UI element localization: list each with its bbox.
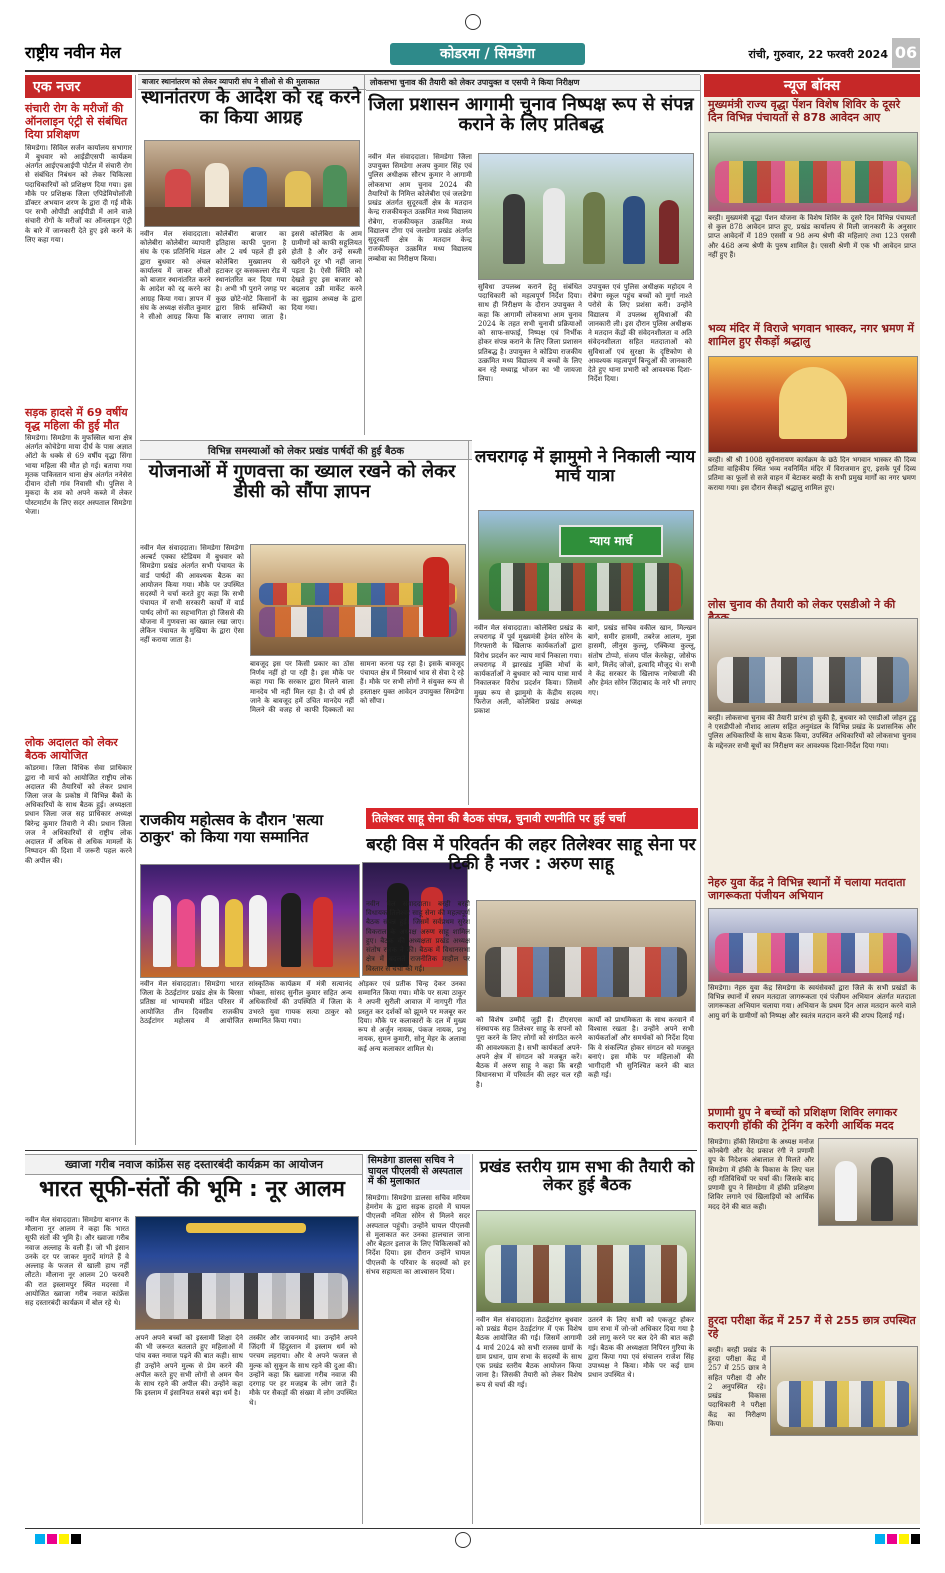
page-number: 06 [892, 38, 920, 68]
news-box-item-6-body: बरही। बरही प्रखंड के हुरदा परीक्षा केंद्र में 257 में 255 छात्र ने सहित परीक्षा दी और 2 अनुपस्थित रहे। प्रखंड विकास पदाधिकारी ने परीक्षा केंद्र का निरीक्षण किया। [708, 1346, 766, 1428]
pension-camp-photo [708, 132, 918, 212]
masthead-rule [25, 70, 920, 72]
news-box-item-6-title: हुरदा परीक्षा केंद्र में 257 में से 255 छात्र उपस्थित रहे [708, 1314, 916, 1341]
paper-name: राष्ट्रीय नवीन मेल [25, 43, 121, 62]
nyay-march-title: लचरागढ़ में झामुमो ने निकाली न्याय मार्च यात्रा [474, 447, 696, 487]
news-box-item-3-body: बरही। लोकसभा चुनाव की तैयारी प्रारंभ हो चुकी है, बुधवार को एसडीओ जोहन टुडू ने एसडीपीओ नौशाद आलम सहित अनुमंडल के विभिन्न प्रखंड के प्रशासनिक और पुलिस अधिकारियों के साथ बैठक किया, उपस्थित अधिकारियों को लोकसभा चुनाव के मद्देनजर सभी बूथों का निरीक्षण कर आवश्यक दिशा-निर्देश दिया गया। [708, 714, 916, 750]
nyay-march-photo [478, 510, 694, 620]
bottom-section-rule [25, 1150, 697, 1151]
gram-sabha-photo [476, 1210, 696, 1312]
news-box-item-1-title: मुख्यमंत्री राज्य वृद्धा पेंशन विशेष शिविर के दूसरे दिन विभिन्न पंचायतों से 878 आवेदन आए [708, 98, 901, 125]
exam-centre-photo [770, 1346, 918, 1436]
mahotsav-title: राजकीय महोत्सव के दौरान 'सत्या ठाकुर' को किया गया सम्मानित [140, 811, 324, 846]
dalsa-story [366, 1154, 470, 1524]
sdo-meeting-photo [708, 618, 918, 712]
election-inspection-photo [478, 153, 694, 280]
registration-mark-top [465, 14, 481, 30]
left-story-2-body: सिमडेगा। सिमडेगा के मुफस्सिल थाना क्षेत्र अंतर्गत कोचेडेगा माया दीर्घ के पास अज्ञात ऑटो के धक्के से 69 वर्षीय वृद्धा सिंगा भाया महिला की मौत हो गई। बताया गया मृतक पाकिस्तान थाना क्षेत्र अंतर्गत ननेसेरा दीवान दोली गांव निवासी थी। पुलिस ने मुकदा के शव को अपने कब्जे में लेकर पोस्टमार्टम के लिए सदर अस्पताल सिमडेगा भेजा। [25, 433, 132, 516]
sufi-title: भारत सूफी-संतों की भूमि : नूर आलम [39, 1177, 345, 1202]
mahotsav-photo [140, 864, 360, 978]
hockey-meeting-photo [818, 1138, 918, 1226]
barhi-body-3: कार्यों को प्राथमिकता के साथ करवाने में विश्वास रखता है। उन्होंने अपने सभी कार्यकर्ताओं और समर्थकों को निर्देश दिया कि वे संकल्पित होकर संगठन को मजबूत बनाएं। इस मौके पर महिलाओं की भागीदारी भी सुनिश्चित करने की बात कही गई। [588, 1016, 694, 1080]
footer-rule [25, 1528, 920, 1529]
election-inspection-body-3: उपायुक्त एवं पुलिस अधीक्षक महोदय ने रोबेगा स्कूल पहुंच बच्चों को मुर्गा नाश्ते परोसे के लिए प्रशंसा करी। उन्होंने विद्यालय में उपलब्ध सुविधाओं की जानकारी ली। इस दौरान पुलिस अधीक्षक ने मतदान केंद्रों की संवेदनशीलता व अति संवेदनशीलता सहित मतदाताओं को सुविधाओं एवं सुरक्षा के दृष्टिकोण से आवश्यक महत्वपूर्ण बिन्दुओं की जानकारी देते हुए थाना प्रभारी को आवश्यक दिशा-निर्देश दिया। [588, 283, 692, 384]
nyay-march-story [474, 448, 696, 803]
news-box-item-1-body: बरही। मुख्यमंत्री वृद्धा पेंशन योजना के विशेष शिविर के दूसरे दिन विभिन्न पंचायतों से कुल 878 आवेदन प्राप्त हुए, प्रखंड कार्यालय से मिली जानकारी के अनुसार प्राप्त आवेदनों में 189 एससी व 98 अन्य श्रेणी की महिलाएं तथा 123 एससी और 468 अन्य श्रेणी के पुरुष शामिल है। एससी श्रेणी में एक भी आवेदन प्राप्त नहीं हुए हैं। [708, 214, 916, 259]
gram-sabha-body-2: उतरने के लिए सभी को एकजुट होकर ग्राम सभा में जो-जो अधिकार दिया गया है उसे लागू करने पर बल देने की बात कही गई। बैठक की अध्यक्षता निपिरन गुरिया के द्वारा किया गया एवं संचालन राजेश सिंह उपाध्यक्ष ने किया। मौके पर कई ग्राम प्रधान उपस्थित थे। [588, 1316, 694, 1380]
election-inspection-body-2: सुविधा उपलब्ध कराने हेतु संबंधित पदाधिकारी को महत्वपूर्ण निर्देश दिया। साथ ही निरीक्षण के दौरान उपायुक्त ने कहा कि आगामी लोकसभा आम चुनाव 2024 के तहत सभी चुनावी प्रक्रियाओं को साफ-सफाई, निष्पक्ष एवं निर्भीक होकर संपन्न कराने के लिए जिला प्रशासन प्रतिबद्ध है। उपायुक्त ने कोडिया राजकीय उत्क्रमित मध्य विद्यालय में बच्चों के लिए बन रहे मध्याह्न भोजन का भी जायजा लिया। [478, 283, 582, 384]
khwaja-kicker: ख्वाजा गरीब नवाज कांफ्रेंस सह दस्तारबंदी कार्यक्रम का आयोजन [25, 1154, 363, 1175]
news-box-item-4-body: सिमडेगा। नेहरु युवा केंद्र सिमडेगा के स्वयंसेवकों द्वारा जिले के सभी प्रखंडों के विभिन्न स्थानों में सघन मतदाता जागरूकता एवं पंजीयन अभियान अंतर्गत मतदाता जागरूकता अभियान चलाया गया। अभियान के प्रथम दिन आज मतदान करने वाले आयु वर्ग के ग्रामीणों को निष्पक्ष और स्वतंत्र मतदान करने की शपथ दिलाई गई। [708, 984, 916, 1020]
mahotsav-body-1: नवीन मेल संवाददाता। सिमडेगा भारत जिला के ठेठईटांगर प्रखंड क्षेत्र के बिरसा प्रतिष्ठा मां भाग्यमत्री मंडित परिसर में आयोजित तीन दिवसीय राजकीय ठेठईटांगर महोत्सव में आयोजित सांस्कृतिक कार्यक्रम में मंत्री सत्यानंद भोक्ता, सांसद सुनील कुमार सहित अन्य अधिकारियों की उपस्थिति में जिला के उभरते युवा गायक सत्या ठाकुर को सम्मानित किया गया। [140, 980, 352, 1025]
left-story-1-body: सिमडेगा। सिविल सर्जन कार्यालय सभागार में बुधवार को आईडीएसपी कार्यक्रम अंतर्गत आईएचआईपी पोर्टल में संचारी रोग से संबंधित निबंधन को लेकर चिकित्सा पदाधिकारियों को प्रशिक्षण दिया गया। इस मौके पर प्रशिक्षक जिला एपिडेमियोलॉजी डॉक्टर अभयान शरण के द्वारा दी गई मौके पर सभी ओपीडी आईपीडी में आने वाले संचारी रोगों के मरीजों का ऑनलाइन एंट्री के बारे में जानकारी देते हुए इसे करने के लिए कहा गया। [25, 143, 132, 244]
mahotsav-body-2: ओड़कर एवं प्रतीक चिन्ह देकर उनका सम्मानित किया गया। मौके पर सत्या ठाकुर ने अपनी सुरीली आवाज में नागपुरी गीत प्रस्तुत कर दर्शकों को झूमने पर मजबूर कर दिया। मौके पर कलाकारों के दल में मुख्य रूप से अर्जुन नायक, पंकज नायक, प्रभु नायक, सुमन कुमारी, सोनू मेहर के अलावा कई अन्य कलाकार शामिल थे। [358, 980, 466, 1053]
memorandum-title: योजनाओं में गुणवत्ता का ख्याल रखने को लेकर डीसी को सौंपा ज्ञापन [148, 461, 456, 503]
nyay-march-banner: न्याय मार्च [559, 525, 663, 557]
news-box-item-5-title: प्रणामी ग्रुप ने बच्चों को प्रशिक्षण शिविर लगाकर कराएगी हॉकी की ट्रेनिंग व करेगी आर्थिक मदद [708, 1106, 898, 1133]
market-transfer-story [140, 88, 362, 433]
memorandum-body-2: बावजूद इस पर किसी प्रकार का ठोस निर्णय नहीं हो पा रही है। इस मौके पर कहा गया कि सरकार द्वारा मिलने वाला मानदेय भी नहीं मिल रहा है। दो वर्ष हो जाने के बावजूद हमें उचित मानदेय नहीं मिलने की वजह से काफी दिक्कतों का सामना करना पड़ रहा है। इसके बावजूद पंचायत क्षेत्र में निस्वार्थ भाव से सेवा दे रहे हैं। मौके पर सभी लोगों ने संयुक्त रूप से हस्ताक्षर युक्त आवेदन उपायुक्त सिमडेगा को सौंपा। [250, 660, 464, 715]
news-box-item-3-title: लोस चुनाव की तैयारी को लेकर एसडीओ ने की [708, 598, 896, 611]
dateline: रांची, गुरुवार, 22 फरवरी 2024 [748, 48, 888, 61]
top-left-rule [364, 75, 365, 435]
nyay-march-body-2: बागे, प्रखंड सचिव वकील खान, मिल्खन बागे, समीर हासमी, तबरेज आलम, मुन्ना हासमी, लीनुस कुल्लू, एक्किया कुल्लू, संतोष टोप्पो, संजय पॉल केरकेट्टा, जोसेफ बागे, मिलेंद जोजो, इत्यादि मौजूद थे। सभी ने केंद्र सरकार के खिलाफ नारेबाजी की और हेमंत सोरेन जिंदाबाद के नारे भी लगाए गए। [588, 624, 696, 697]
news-box-item-4-title: नेहरु युवा केंद्र ने विभिन्न स्थानों में चलाया मतदाता जागरूकता पंजीयन अभियान [708, 876, 906, 903]
left-story-3-title: लोक अदालत को लेकर बैठक आयोजित [25, 735, 118, 763]
section-title: कोडरमा / सिमडेगा [390, 43, 585, 65]
sufi-body-3: तस्कीर और जावनमार्द था। उन्होंने अपने जिंदगी में हिंदुस्तान में इस्लाम धर्म को परचम लहराया। और ये अपने फजल से मुल्क को सुकून के साथ रहने की दुआ की। उन्होंने कहा कि ख्वाजा गरीब नवाज की दरगाह पर हर मजहब के लोग जाते हैं। मौके पर सैकड़ों की संख्या में लोग उपस्थित थे। [249, 1334, 357, 1407]
center-vertical-rule [468, 440, 469, 805]
news-box [704, 74, 920, 1524]
election-inspection-title: जिला प्रशासन आगामी चुनाव निष्पक्ष रूप से संपन्न कराने के लिए प्रतिबद्ध [368, 94, 694, 136]
barhi-red-kicker: तिलेश्वर साहू सेना की बैठक संपन्न, चुनावी रणनीति पर हुई चर्चा [366, 808, 698, 829]
masthead [25, 38, 920, 70]
election-inspection-body-1: नवीन मेल संवाददाता। सिमडेगा जिला उपायुक्त सिमडेगा अजय कुमार सिंह एवं पुलिस अधीक्षक सौरभ कुमार ने आगामी लोकसभा आम चुनाव 2024 की तैयारियों के निमित्त कोलेबीरा एवं जलडेगा प्रखंड अंतर्गत सुदूरवर्ती क्षेत्र के मतदान केन्द्र राजकीयकृत उत्क्रमित मध्य विद्यालय रोबेगा, राजकीयकृत उत्क्रमित मध्य विद्यालय टोंगा एवं जलडेगा प्रखंड अंतर्गत सुदूरवर्ती क्षेत्र के मतदान केन्द्र राजकीयकृत उत्क्रमित मध्य विद्यालय लम्बोवा का निरीक्षण किया। [368, 153, 472, 263]
temple-photo [708, 356, 918, 453]
dalsa-rule [472, 1154, 473, 1524]
market-transfer-title: स्थानांतरण के आदेश को रद्द करने का किया आग्रह [141, 87, 361, 129]
nyay-march-body-1: नवीन मेल संवाददाता। कोलेबिरा प्रखंड के लचरागढ़ में पूर्व मुख्यमंत्री हेमंत सोरेन के गिरफ्तारी के खिलाफ कार्यकर्ताओं द्वारा विरोध प्रदर्शन कर न्याय मार्च निकाला गया। लचरागढ़ में झारखंड मुक्ति मोर्चा के कार्यकर्ताओं ने बुधवार को न्याय यात्रा मार्च निकालकर विरोध प्रदर्शन किया। जिसमें मुख्य रूप से झामुमो के केंद्रीय सदस्य फिरोज अली, कोलेबिरा प्रखंड अध्यक्ष प्रकाश [474, 624, 582, 716]
news-box-item-2-body: बरही। श्री श्री 1008 सूर्यनारायण कार्यक्रम के छठे दिन भगवान भास्कर की दिव्य प्रतिमा वाहिकीय स्थित भव्य नवनिर्मित मंदिर में विराजमान हुए, इसके पूर्व दिव्य प्रतिमा का फूलों से सजे वाहन में बेटाकर बरही के सभी प्रमुख मार्गों का नगर भ्रमण कराया गया। इस दौरान सैकड़ों श्रद्धालु शामिल हुए। [708, 456, 916, 492]
barhi-body-1: नवीन मेल संवाददाता। बरही बरही विधायक तिलेश्वर साहू सेना की महत्वपूर्ण बैठक संपन्न हुई। जिसमें सर्वप्रथम सुरेश विकराल के अध्यक्ष अरुण साहू शामिल हुए। बैठक की अध्यक्षता प्रखंड अध्यक्ष संतोष रजक ने की। बैठक में विधानसभा क्षेत्र में बदलते राजनीतिक माहौल पर विस्तार से चर्चा की गई। [366, 900, 470, 973]
dalsa-title: सिमडेगा डालसा सचिव ने घायल पीएलवी से अस्पताल में की मुलाकात [366, 1154, 470, 1190]
sidebar-rule [700, 75, 701, 1525]
gram-sabha-title: प्रखंड स्तरीय ग्राम सभा की तैयारी को लेकर हुई बैठक [479, 1157, 695, 1194]
sufi-rule [362, 1154, 363, 1524]
sufi-photo [135, 1216, 359, 1330]
left-story-1-title: संचारी रोग के मरीजों की ऑनलाइन एंट्री से संबंधित दिया प्रशिक्षण [25, 102, 128, 142]
voter-awareness-photo [708, 908, 918, 982]
barhi-photo [476, 900, 696, 1012]
barhi-body-2: को विशेष उम्मीदें जुड़ी हैं। टीएसएस संस्थापक सह तिलेश्वर साहू के सपनों को पूरा करने के लिए लोगों को संगठित करने की आवश्यकता है। सभी कार्यकर्ता अपने-अपने क्षेत्र में संगठन को मजबूत करें। बैठक में अरुण साहू ने कहा कि बरही विधानसभा में परिवर्तन की लहर चल रही है। [476, 1016, 582, 1089]
ward-councillor-kicker: विभिन्न समस्याओं को लेकर प्रखंड पार्षदों की हुई बैठक [140, 440, 472, 460]
left-story-3-body: कोडरमा। जिला विधिक सेवा प्राधिकार द्वारा नौ मार्च को आयोजित राष्ट्रीय लोक अदालत की तैयारियों को लेकर प्रधान जिला जज के प्रकोष्ठ में विभिन्न बैंकों के अधिकारियों के साथ बैठक हुई। अध्यक्षता प्रधान जिला जज सह प्राधिकार अध्यक्ष बिरेन्द्र कुमार तिवारी ने की। प्रधान जिला जज ने अधिकारियों से राष्ट्रीय लोक अदालत में अधिक से अधिक मामलों के निष्पादन की दिशा में जरूरी पहल करने की अपील की। [25, 764, 132, 865]
left-story-2-title: सड़क हादसे में 69 वर्षीय वृद्ध महिला की हुई मौत [25, 405, 128, 432]
market-transfer-photo [144, 140, 360, 227]
sufi-story [25, 1178, 359, 1523]
left-column [25, 75, 132, 1145]
barhi-story [366, 836, 696, 1146]
ek-nazar-header: एक नजर [25, 75, 132, 98]
news-box-item-5-body: सिमडेगा। हॉकी सिमडेगा के अध्यक्ष मनोज कोनबेगी और वेद प्रकाश रंगी ने प्रणामी ग्रुप के निदेशक अंबालाल से मिलते और सिमडेगा में हॉकी के विकास के लिए चल रही गतिविधियों पर चर्चा की। जिसके बाद प्रणामी ग्रुप ने सिमडेगा में हॉकी प्रशिक्षण शिविर लगाने एवं खिलाड़ियों को आर्थिक मदद देने की बात कही। [708, 1138, 814, 1211]
election-inspection-story [368, 95, 694, 435]
kicker-election-inspection: लोकसभा चुनाव की तैयारी को लेकर उपायुक्त व एसपी ने किया निरीक्षण [366, 74, 700, 91]
gram-sabha-story [476, 1158, 698, 1524]
sufi-body-1: नवीन मेल संवाददाता। सिमडेगा बानगर के मौलाना नूर आलम ने कहा कि भारत सूफी संतों की भूमि है। और ख्वाजा गरीब नवाज अल्लाह के वली हैं। जो भी इंसान उनके दर पर जाकर मुरादें मांगते हैं वे अल्लाह के फजल से खाली हाथ नहीं लौटते। मौलाना नूर आलम 20 फरवरी की रात इस्लामपुर स्थित मदरसा में आयोजित ख्वाजा गरीब नवाज कांफ्रेंस सह दस्तारबंदी कार्यक्रम में बोल रहे थे। [25, 1216, 129, 1308]
left-column-rule [135, 75, 136, 1145]
memorandum-body-1: नवीन मेल संवाददाता। सिमडेगा सिमडेगा अल्बर्ट एक्का स्टेडियम में बुधवार को सिमडेगा प्रखंड अंतर्गत सभी पंचायत के वार्ड पार्षदों की आवश्यक बैठक का आयोजन किया गया। मौके पर उपस्थित सदस्यों ने चर्चा करते हुए कहा कि सभी पंचायत में सभी सरकारी कार्यों में वार्ड पार्षद लोगों का सहभागिता हो जिससे की योजना में गुणवत्ता का ख्याल रखा जाए। लेकिन पंचायत के मुखिया के द्वारा ऐसा नहीं कराया जाता है। [140, 544, 244, 645]
footer-colour-bar [25, 1534, 920, 1544]
dalsa-body: सिमडेगा। सिमडेगा डालसा सचिव मरियम हेमरोम के द्वारा सड़क हादसे में घायल पीएलवी नमिता सोरेन से मिलने सदर अस्पताल पहुंची। उन्होंने घायल पीएलवी से मुलाकात कर उनका हालचाल जाना और बेहतर इलाज के लिए चिकित्सकों को निर्देश दिया। इस दौरान उन्होंने घायल पीएलवी के परिवार के सदस्यों को हर संभव सहायता का आश्वासन दिया। [366, 1193, 470, 1276]
memorandum-photo [250, 544, 466, 656]
news-box-header: न्यूज बॉक्स [704, 74, 920, 97]
news-box-item-2-title: भव्य मंदिर में विराजे भगवान भास्कर, नगर भ्रमण में शामिल हुए सैकड़ों श्रद्धालु [708, 322, 914, 349]
sufi-body-2: अपने अपने बच्चों को इस्लामी शिक्षा देने की भी जरूरत बतलाते हुए महिलाओं में पांच वक्त नमाज पढ़ने की बात कही। साथ ही उन्होंने अपने मुल्क से प्रेम करने की अपील करते हुए सभी लोगों से अमन चैन के साथ रहने की अपील की। उन्होंने कहा कि इस्लाम में इंसानियत सबसे बड़ा धर्म है। [135, 1334, 243, 1398]
gram-sabha-body-1: नवीन मेल संवाददाता। ठेठईटांगर बुधवार को प्रखंड मैदान ठेठईटांगर में एक विशेष बैठक आयोजित की गई। जिसमें आगामी 4 मार्च 2024 को सभी राजस्व ग्रामों के ग्राम प्रधान, ग्राम सभा के सदस्यों के साथ एक प्रखंड स्तरीय बैठक आयोजन किया जाना है। जिसकी तैयारी को लेकर विशेष रूप से चर्चा की गई। [476, 1316, 582, 1389]
kicker-market-transfer: बाजार स्थानांतरण को लेकर व्यापारी संघ ने सीओ से की मुलाकात [138, 74, 368, 90]
memorandum-story [140, 462, 464, 802]
barhi-title: बरही विस में परिवर्तन की लहर तिलेश्वर साहू सेना पर टिकी है नजर : अरुण साहू [366, 835, 696, 875]
market-transfer-body: नवीन मेल संवाददाता। कोलेबीरा कोलेबीरा व्यापारी संघ के एक प्रतिनिधि मंडल द्वारा बुधवार को अंचल कार्यालय में जाकर सीओ को बाजार स्थानांतरित करने के आदेश को रद्द करने का आग्रह किया गया। ज्ञापन में संघ के अध्यक्ष संजीत कुमार ने सीओ आग्रह किया कि कोलेबीरा बाजार का इतिहास काफी पुराना है और 2 वर्ष पहले ही इसे कोलेबिरा मुख्यालय से हटाकर दूर कसकल्ला रोड में स्थानांतरित कर दिया गया है। अभी भी पुराने जगह पर कुछ छोटे-मोटे किसानों के द्वारा सिर्फ सब्जियों का बाजार लगाया जाता है। इससे कोलेबिरा के आम ग्रामीणों को काफी सहूलियत होती है और उन्हें सब्जी खरीदने दूर भी नहीं जाना पड़ता है। ऐसी स्थिति को देखते हुए इस बाजार को बदलाव उन्नी मार्केट करने का सुझाव अध्यक्ष के द्वारा दिया गया। [140, 230, 362, 322]
